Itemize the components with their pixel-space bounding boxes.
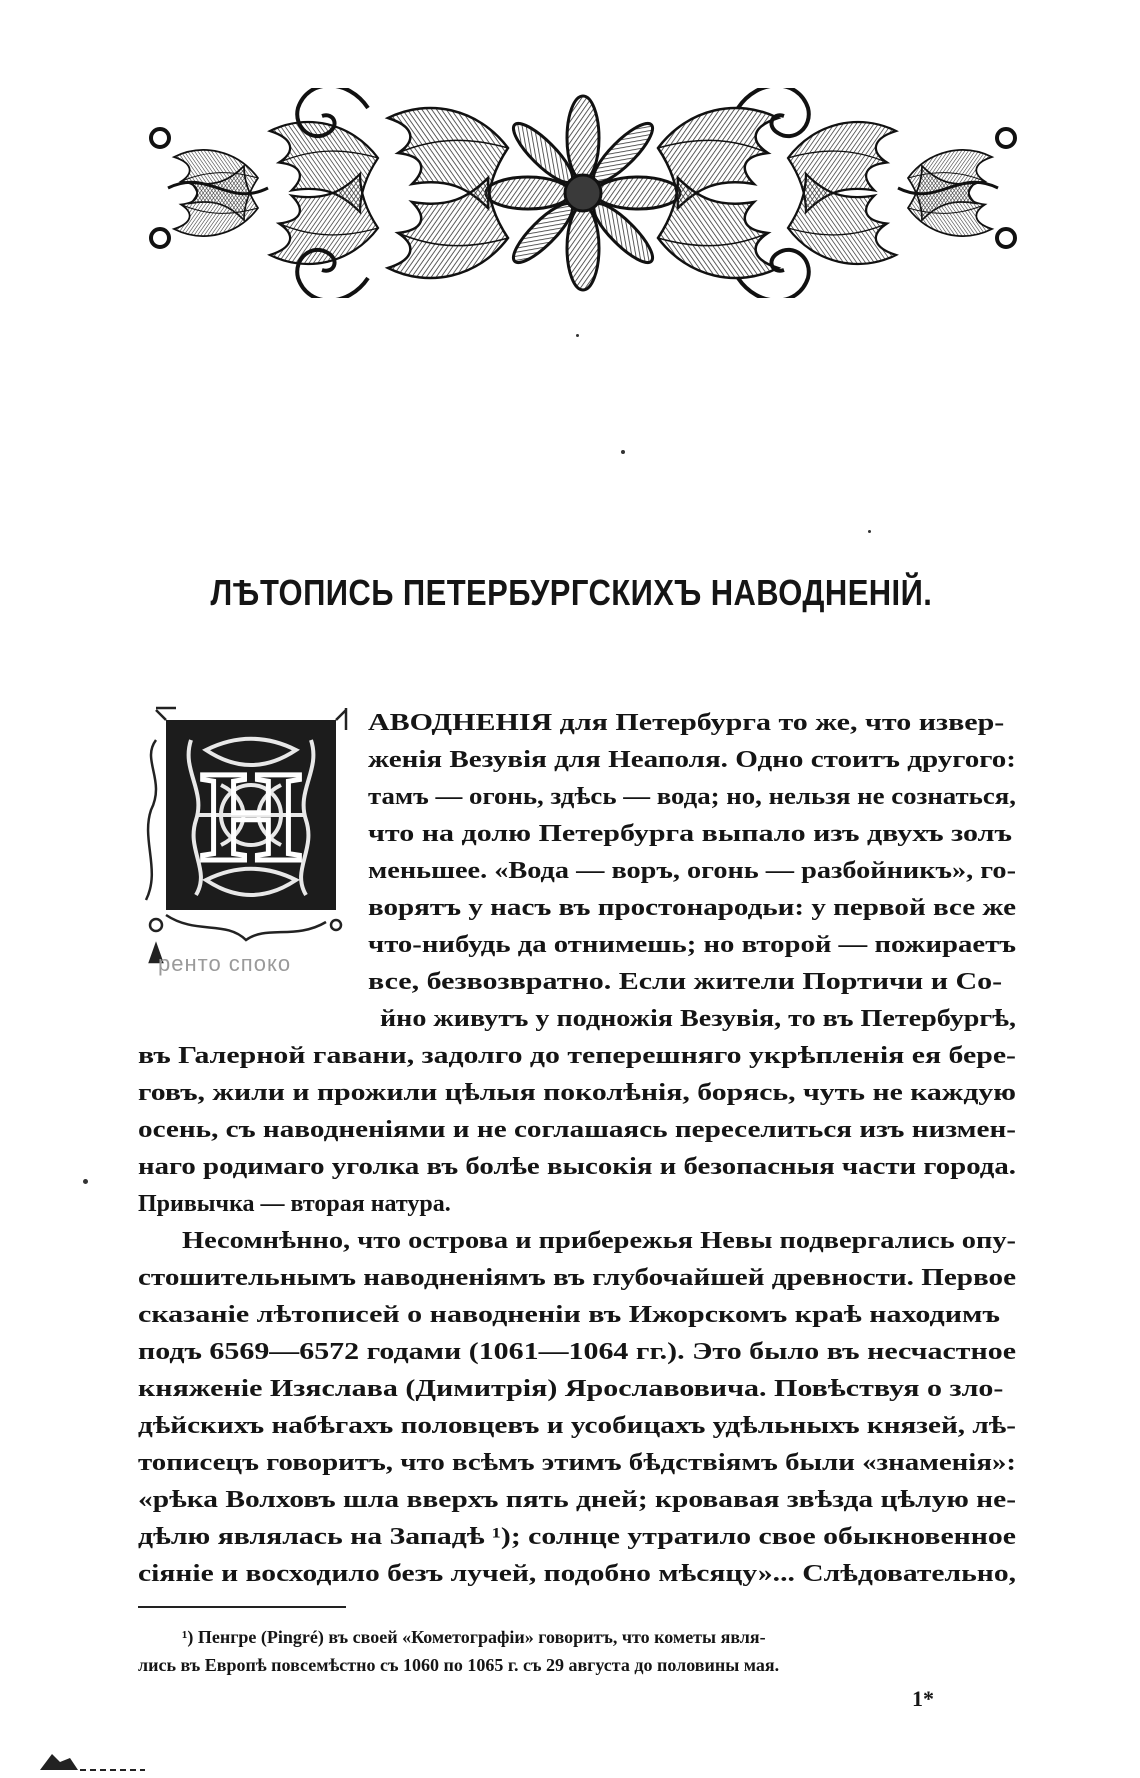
ink-speck [621, 450, 625, 454]
body-line: йно живутъ у подножія Везувія, то въ Петербургѣ, [380, 1006, 1016, 1032]
body-line: АВОДНЕНІЯ для Петербурга то же, что извер- [368, 710, 1005, 736]
body-line: дѣлю являлась на Западѣ ¹); солнце утратило свое обыкновенное [138, 1524, 1016, 1550]
body-line: сіяніе и восходило безъ лучей, подобно мѣсяцу»... Слѣдовательно, [138, 1561, 1016, 1587]
ink-speck [868, 530, 871, 533]
ink-speck [576, 334, 579, 337]
body-line: Несомнѣнно, что острова и прибережья Невы подвергались опу- [182, 1228, 1017, 1254]
signature-mark: 1* [912, 1686, 934, 1711]
footnote-line: ¹) Пенгре (Pingré) въ своей «Кометографіи» говоритъ, что кометы явля- [182, 1627, 766, 1647]
body-line: осень, съ наводненіями и не соглашаясь переселиться изъ низмен- [138, 1117, 1016, 1143]
body-line: тамъ — огонь, здѣсь — вода; но, нельзя не сознаться, [368, 784, 1016, 810]
dropcap-caption: ренто споко [158, 951, 292, 976]
body-line: княженіе Изяслава (Димитрія) Ярославовича. Повѣствуя о зло- [138, 1376, 1004, 1402]
body-line: Привычка — вторая натура. [138, 1191, 451, 1217]
body-line: «рѣка Волховъ шла вверхъ пять дней; кровавая звѣзда цѣлую не- [138, 1487, 1016, 1513]
body-line: что-нибудь да отнимешь; но второй — пожираетъ [368, 932, 1016, 958]
body-line: говъ, жили и прожили цѣлыя поколѣнія, борясь, чуть не каждую [138, 1080, 1016, 1106]
body-line: въ Галерной гавани, задолго до теперешняго укрѣпленія ея бере- [138, 1043, 1017, 1069]
body-line: женія Везувія для Неаполя. Одно стоитъ другого: [368, 747, 1016, 773]
dropcap-letter: Н [200, 745, 302, 889]
body-line: подъ 6569—6572 годами (1061—1064 гг.). Это было въ несчастное [138, 1339, 1016, 1365]
headpiece-ornament [148, 88, 1018, 298]
body-line: стошительнымъ наводненіямъ въ глубочайшей древности. Первое [138, 1265, 1016, 1291]
body-line: что на долю Петербурга выпало изъ двухъ золъ [368, 821, 1012, 847]
footnote-rule [138, 1606, 346, 1608]
body-line: сказаніе лѣтописей о наводненіи въ Ижорскомъ краѣ находимъ [138, 1302, 1000, 1328]
body-line: тописецъ говоритъ, что всѣмъ этимъ бѣдствіямъ были «знаменія»: [138, 1450, 1016, 1476]
ink-speck [83, 1179, 88, 1184]
body-line: все, безвозвратно. Если жители Портичи и Со- [368, 969, 1003, 995]
page-corner-mark [30, 1748, 150, 1772]
footnote-line: лись въ Европѣ повсемѣстно съ 1060 по 1065 г. съ 29 августа до половины мая. [138, 1655, 780, 1675]
body-line: ворятъ у насъ въ простонародьи: у первой все же [368, 895, 1016, 921]
dropcap-initial [136, 700, 368, 970]
body-line: меньшее. «Вода — воръ, огонь — разбойникъ», го- [368, 858, 1016, 884]
body-line: наго родимаго уголка въ болѣе высокія и безопасныя части города. [138, 1154, 1017, 1180]
page-title: ЛѢТОПИСЬ ПЕТЕРБУРГСКИХЪ НАВОДНЕНІЙ. [210, 572, 933, 613]
body-line: дѣйскихъ набѣгахъ половцевъ и усобицахъ удѣльныхъ князей, лѣ- [138, 1413, 1016, 1439]
